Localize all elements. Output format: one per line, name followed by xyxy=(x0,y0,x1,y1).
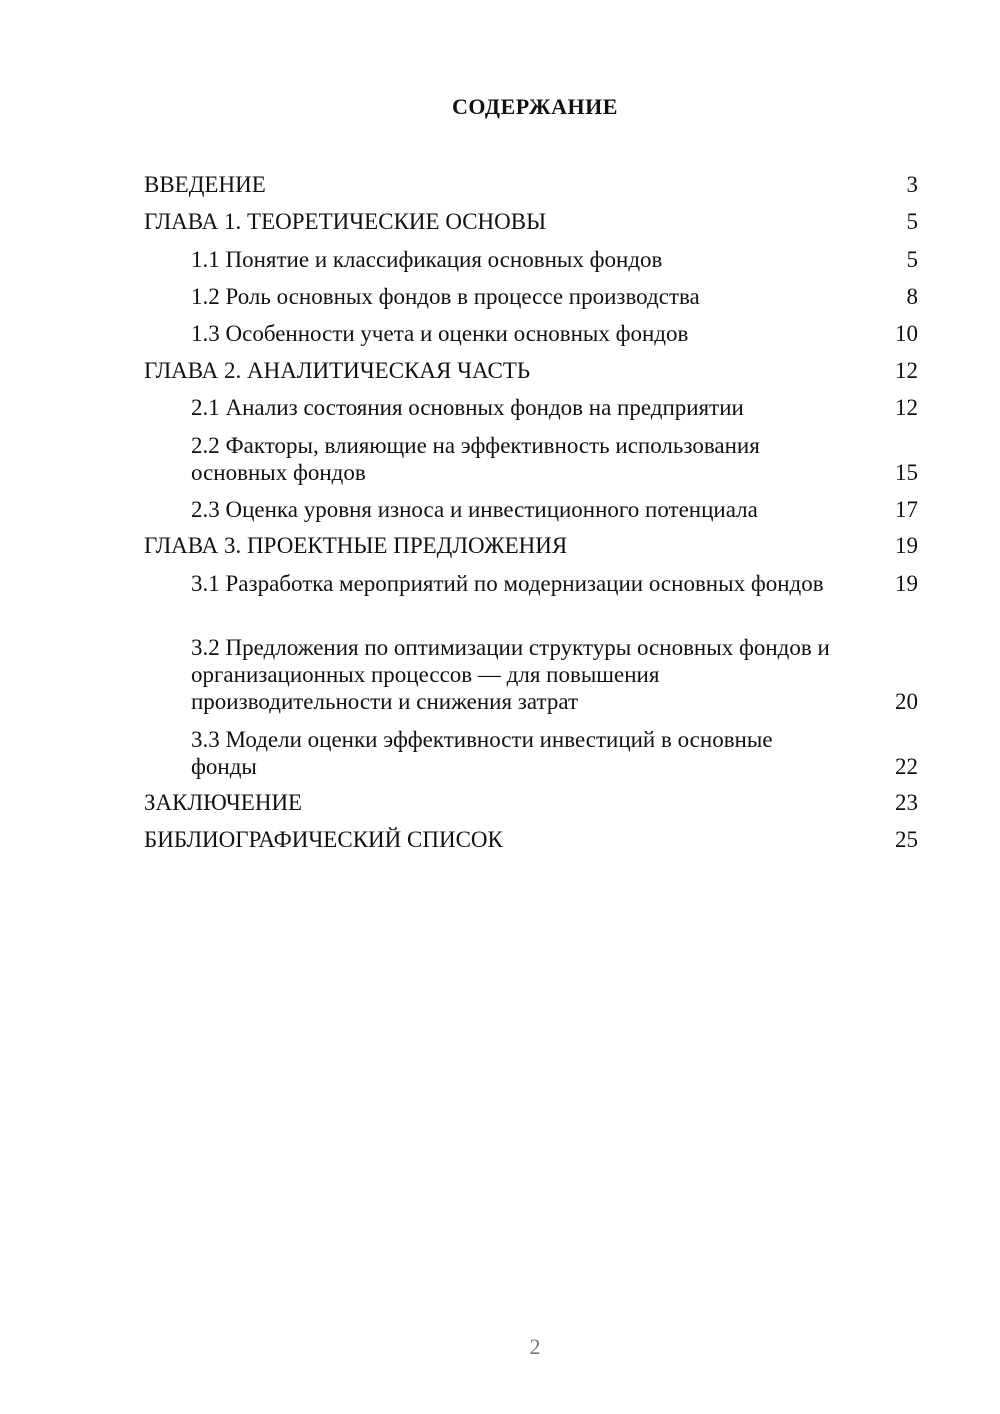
toc-entry-title: 2.2 Факторы, влияющие на эффективность использования основных фондов xyxy=(191,433,760,485)
toc-entry-conclusion[interactable] xyxy=(144,789,918,816)
toc-entry-page: 12 xyxy=(895,395,918,420)
toc-entry-title: ГЛАВА 3. ПРОЕКТНЫЕ ПРЕДЛОЖЕНИЯ xyxy=(144,533,568,558)
toc-entry-page: 5 xyxy=(906,209,918,234)
toc-entry-section-2-1[interactable] xyxy=(191,394,918,421)
toc-entry-page: 17 xyxy=(895,497,918,522)
toc-entry-title: 1.1 Понятие и классификация основных фондов xyxy=(191,247,663,272)
toc-entry-title: 3.1 Разработка мероприятий по модернизации основных фондов xyxy=(191,571,824,596)
toc-entry-title: ГЛАВА 2. АНАЛИТИЧЕСКАЯ ЧАСТЬ xyxy=(144,358,531,383)
toc-entry-title: 2.1 Анализ состояния основных фондов на предприятии xyxy=(191,395,744,420)
toc-entry-page: 23 xyxy=(895,790,918,815)
toc-entry-page: 15 xyxy=(895,460,918,485)
toc-entry-title: 2.3 Оценка уровня износа и инвестиционного потенциала xyxy=(191,497,758,522)
toc-entry-chapter-3[interactable] xyxy=(144,532,918,559)
toc-entry-page: 8 xyxy=(906,284,918,309)
toc-entry-page: 5 xyxy=(906,247,918,272)
toc-entry-title: 1.3 Особенности учета и оценки основных фондов xyxy=(191,321,689,346)
toc-entry-title: ГЛАВА 1. ТЕОРЕТИЧЕСКИЕ ОСНОВЫ xyxy=(144,209,547,234)
toc-entry-bibliography[interactable] xyxy=(144,826,918,853)
toc-entry-page: 25 xyxy=(895,827,918,852)
toc-entry-section-3-2[interactable] xyxy=(191,634,918,715)
toc-entry-section-1-2[interactable] xyxy=(191,283,918,310)
toc-entry-page: 10 xyxy=(895,321,918,346)
toc-entry-chapter-2[interactable] xyxy=(144,357,918,384)
toc-entry-title: 3.3 Модели оценки эффективности инвестиций в основные фонды xyxy=(191,727,773,779)
toc-entry-page: 19 xyxy=(895,533,918,558)
toc-entry-page: 3 xyxy=(906,172,918,197)
toc-entry-section-3-3[interactable] xyxy=(191,726,918,780)
toc-entry-title: ВВЕДЕНИЕ xyxy=(144,172,266,197)
toc-entry-section-2-2[interactable] xyxy=(191,432,918,486)
page-number: 2 xyxy=(529,1334,541,1359)
toc-entry-section-1-1[interactable] xyxy=(191,246,918,273)
toc-entry-title: 3.2 Предложения по оптимизации структуры основных фондов и организационных процессов — для повышения производительности и снижения затрат xyxy=(191,635,830,714)
toc-entry-introduction[interactable] xyxy=(144,171,918,198)
toc-entry-section-3-1[interactable] xyxy=(191,570,918,597)
toc-entry-page: 20 xyxy=(895,689,918,714)
page-title: СОДЕРЖАНИЕ xyxy=(452,94,618,119)
toc-entry-page: 12 xyxy=(895,358,918,383)
toc-entry-section-2-3[interactable] xyxy=(191,496,918,523)
toc-entry-title: БИБЛИОГРАФИЧЕСКИЙ СПИСОК xyxy=(144,827,503,852)
toc-entry-title: 1.2 Роль основных фондов в процессе производства xyxy=(191,284,700,309)
toc-entry-chapter-1[interactable] xyxy=(144,208,918,235)
toc-entry-title: ЗАКЛЮЧЕНИЕ xyxy=(144,790,303,815)
toc-entry-page: 19 xyxy=(895,571,918,596)
toc-entry-page: 22 xyxy=(895,754,918,779)
toc-entry-section-1-3[interactable] xyxy=(191,320,918,347)
